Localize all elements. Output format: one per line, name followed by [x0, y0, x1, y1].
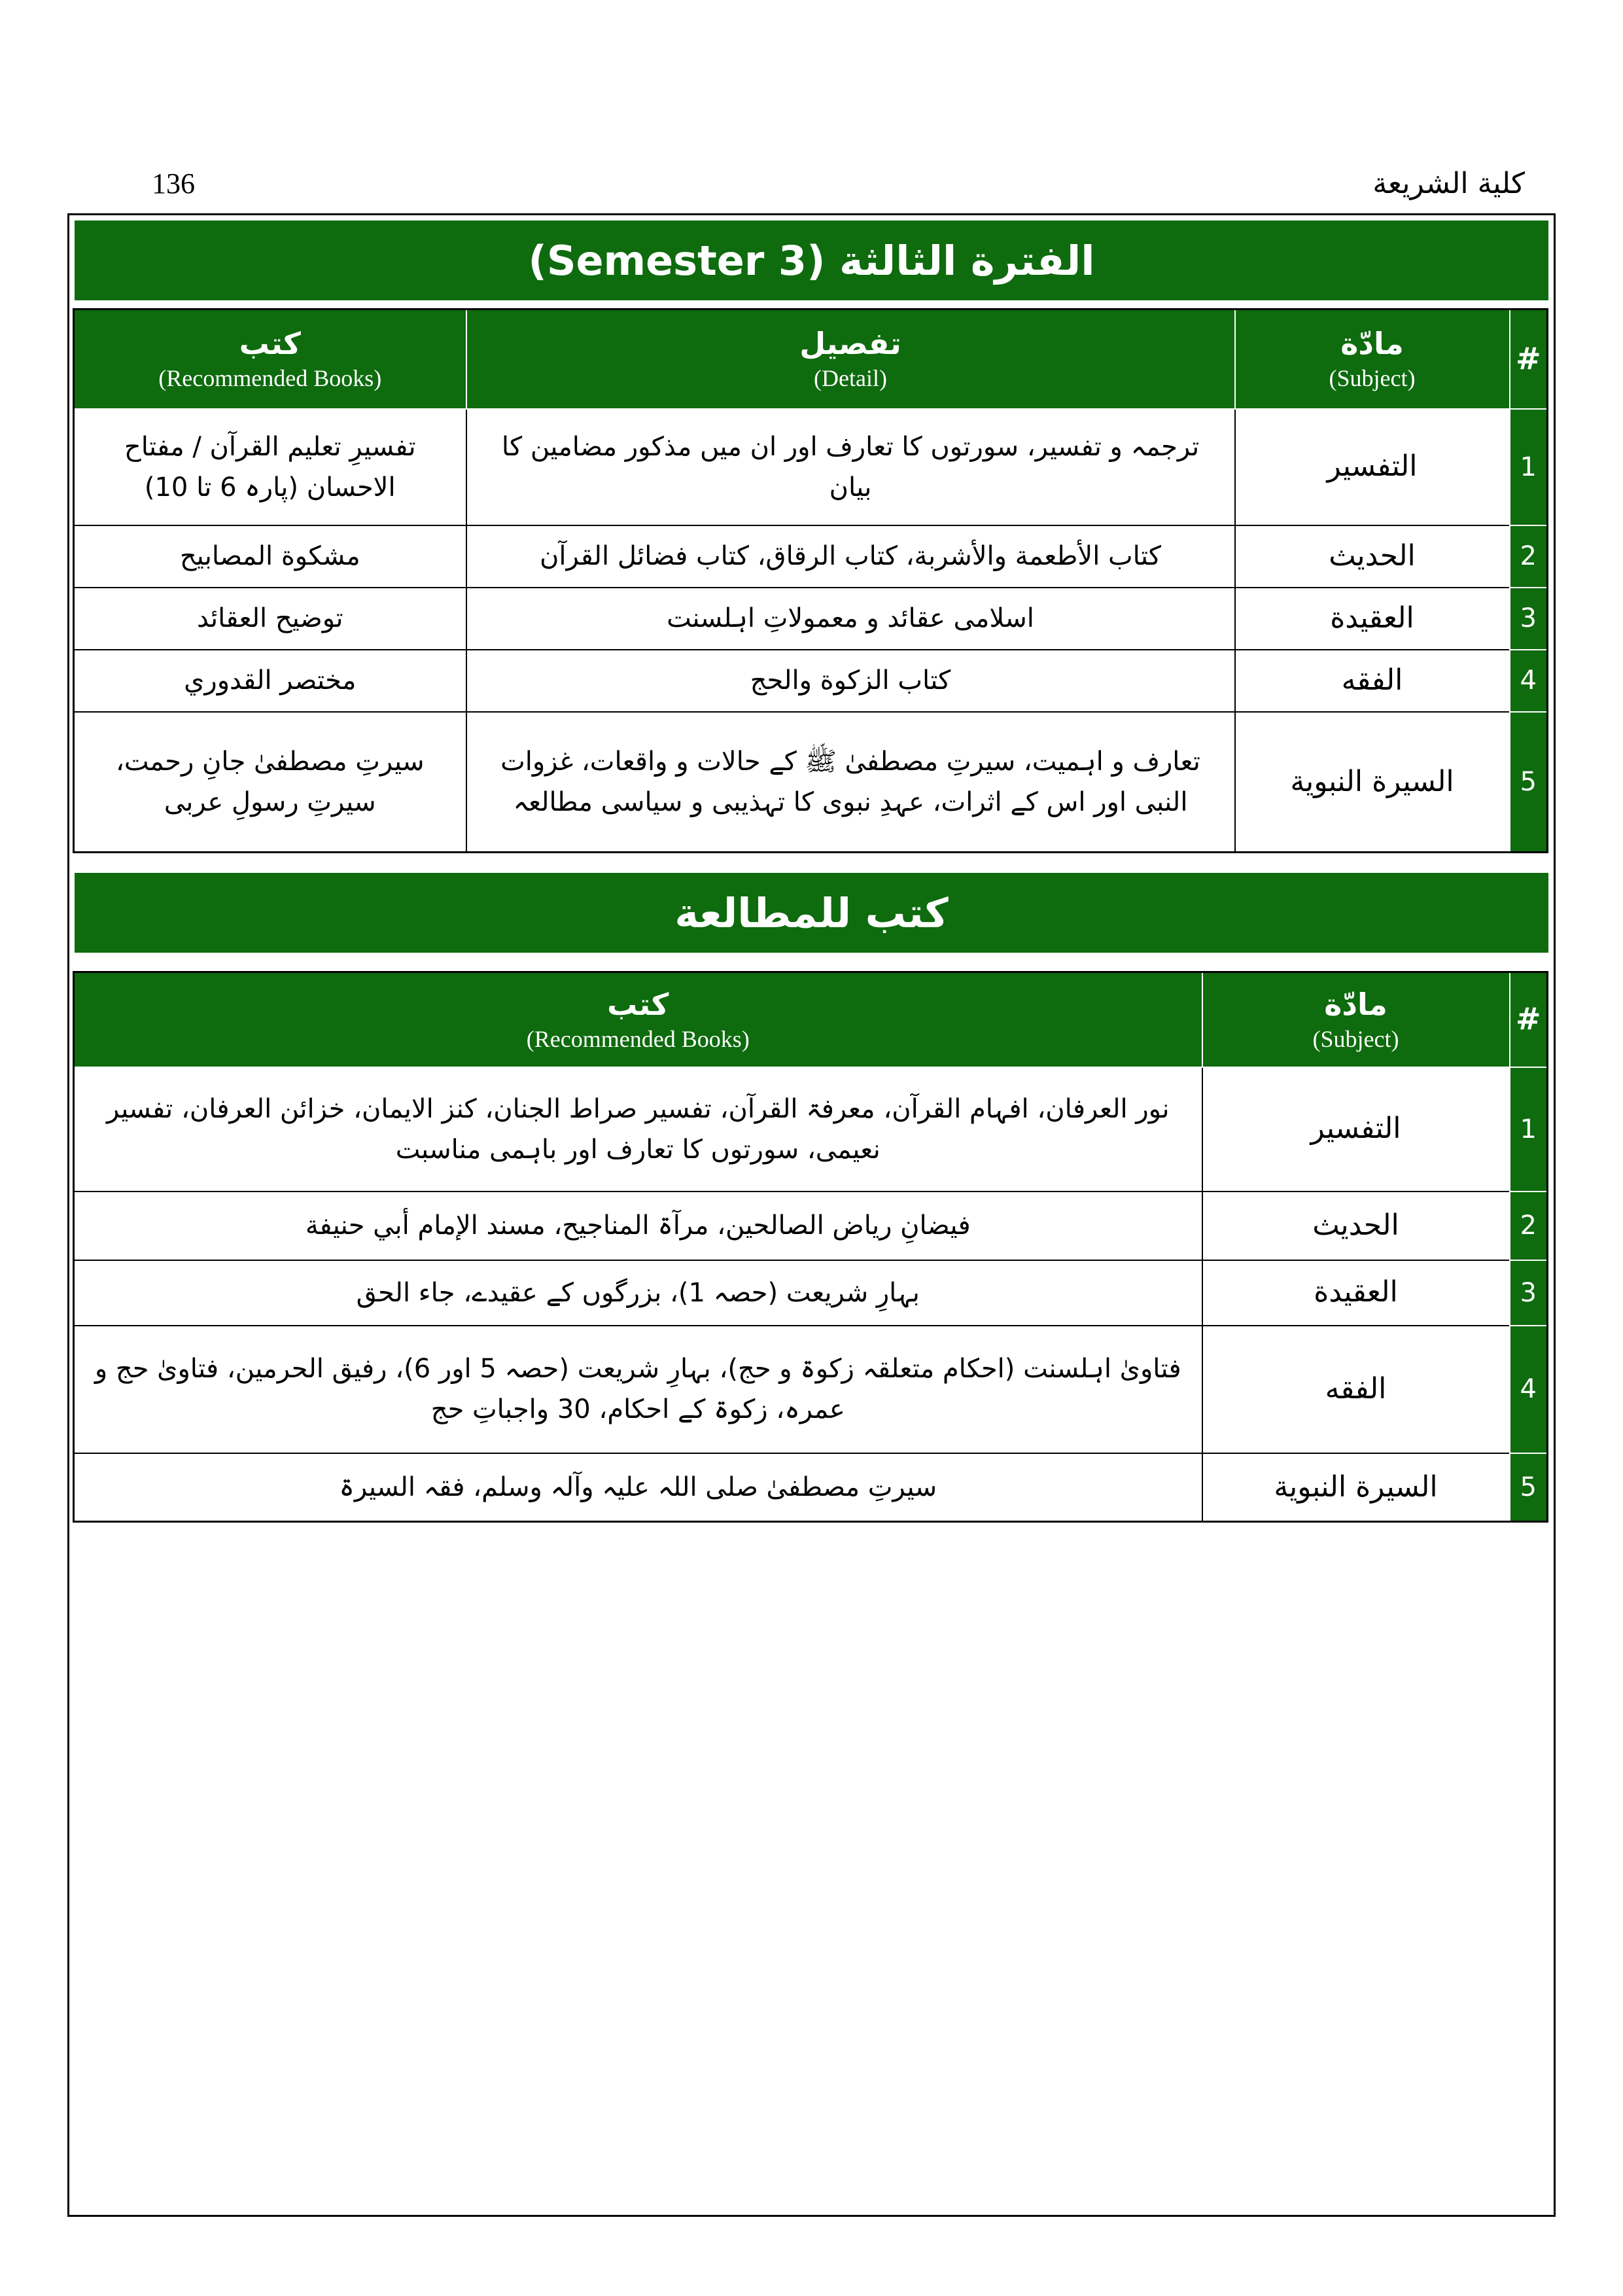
books-cell: توضیح العقائد	[74, 588, 466, 650]
reading-books-table	[73, 971, 1548, 1523]
table-row	[74, 1453, 1548, 1522]
books-cell: نور العرفان، افہام القرآن، معرفۃ القرآن، تفسیر صراط الجنان، کنز الایمان، خزائن العرفان، تفسیر نعیمی، سورتوں کا تعارف اور باہمی مناسبت	[74, 1067, 1202, 1192]
books-cell: تفسیرِ تعلیم القرآن / مفتاح الاحسان (پارہ 6 تا 10)	[74, 409, 466, 525]
detail-cell: كتاب الزكوة والحج	[466, 650, 1235, 712]
table-row	[74, 1326, 1548, 1453]
subject-cell: الفقه	[1235, 650, 1510, 712]
semester-table	[73, 308, 1548, 853]
subject-cell: الحديث	[1202, 1192, 1510, 1260]
detail-cell: تعارف و اہمیت، سیرتِ مصطفیٰ ﷺ کے حالات و واقعات، غزوات النبی اور اس کے اثرات، عہدِ نبوی کا تہذیبی و سیاسی مطالعہ	[466, 712, 1235, 853]
faculty-title: كلية الشريعة	[1372, 167, 1525, 200]
content-box	[67, 213, 1556, 2217]
table-row	[74, 525, 1548, 588]
table-row	[74, 1067, 1548, 1192]
subject-cell: الفقه	[1202, 1326, 1510, 1453]
table-row	[74, 1192, 1548, 1260]
subject-cell: العقيدة	[1202, 1260, 1510, 1326]
reading-table-header-row	[74, 972, 1548, 1067]
books-cell: مشكوة المصابيح	[74, 525, 466, 588]
page-number: 136	[152, 168, 195, 200]
subject-cell: السيرة النبوية	[1202, 1453, 1510, 1522]
semester-table-header-row	[74, 309, 1548, 409]
row-number-cell: 5	[1510, 712, 1548, 853]
books-cell: بہارِ شریعت (حصہ 1)، بزرگوں کے عقیدے، جاء الحق	[74, 1260, 1202, 1326]
reading-books-banner: كتب للمطالعة	[75, 873, 1548, 953]
row-number-cell: 4	[1510, 1326, 1548, 1453]
row-number-cell: 4	[1510, 650, 1548, 712]
page-running-header	[152, 161, 1525, 200]
col-header-subject: مادّة (Subject)	[1202, 972, 1510, 1067]
col-header-books: كتب (Recommended Books)	[74, 309, 466, 409]
subject-cell: السيرة النبوية	[1235, 712, 1510, 853]
books-cell: فتاویٰ اہلسنت (احکام متعلقہ زکوۃ و حج)، بہارِ شریعت (حصہ 5 اور 6)، رفیق الحرمین، فتاویٰ حج و عمرہ، زکوۃ کے احکام، 30 واجباتِ حج	[74, 1326, 1202, 1453]
row-number-cell: 2	[1510, 525, 1548, 588]
table-row	[74, 712, 1548, 853]
row-number-cell: 3	[1510, 1260, 1548, 1326]
detail-cell: اسلامی عقائد و معمولاتِ اہلسنت	[466, 588, 1235, 650]
row-number-cell: 2	[1510, 1192, 1548, 1260]
books-cell: مختصر القدوري	[74, 650, 466, 712]
col-header-subject: مادّة (Subject)	[1235, 309, 1510, 409]
row-number-cell: 1	[1510, 1067, 1548, 1192]
col-header-detail: تفصيل (Detail)	[466, 309, 1235, 409]
table-row	[74, 650, 1548, 712]
books-cell: فیضانِ ریاض الصالحین، مرآۃ المناجیح، مسند الإمام أبي حنيفة	[74, 1192, 1202, 1260]
col-header-number: #	[1510, 972, 1548, 1067]
col-header-books: كتب (Recommended Books)	[74, 972, 1202, 1067]
semester-banner: الفترة الثالثة (Semester 3)	[75, 221, 1548, 300]
table-row	[74, 588, 1548, 650]
subject-cell: الحديث	[1235, 525, 1510, 588]
row-number-cell: 3	[1510, 588, 1548, 650]
row-number-cell: 1	[1510, 409, 1548, 525]
table-row	[74, 1260, 1548, 1326]
table-row	[74, 409, 1548, 525]
subject-cell: العقيدة	[1235, 588, 1510, 650]
detail-cell: ترجمہ و تفسیر، سورتوں کا تعارف اور ان میں مذکور مضامین کا بیان	[466, 409, 1235, 525]
subject-cell: التفسير	[1202, 1067, 1510, 1192]
col-header-number: #	[1510, 309, 1548, 409]
books-cell: سیرتِ مصطفیٰ جانِ رحمت، سیرتِ رسولِ عربی	[74, 712, 466, 853]
subject-cell: التفسير	[1235, 409, 1510, 525]
books-cell: سیرتِ مصطفیٰ صلی اللہ علیہ وآلہ وسلم، فقہ السیرۃ	[74, 1453, 1202, 1522]
detail-cell: كتاب الأطعمة والأشربة، كتاب الرقاق، كتاب فضائل القرآن	[466, 525, 1235, 588]
row-number-cell: 5	[1510, 1453, 1548, 1522]
